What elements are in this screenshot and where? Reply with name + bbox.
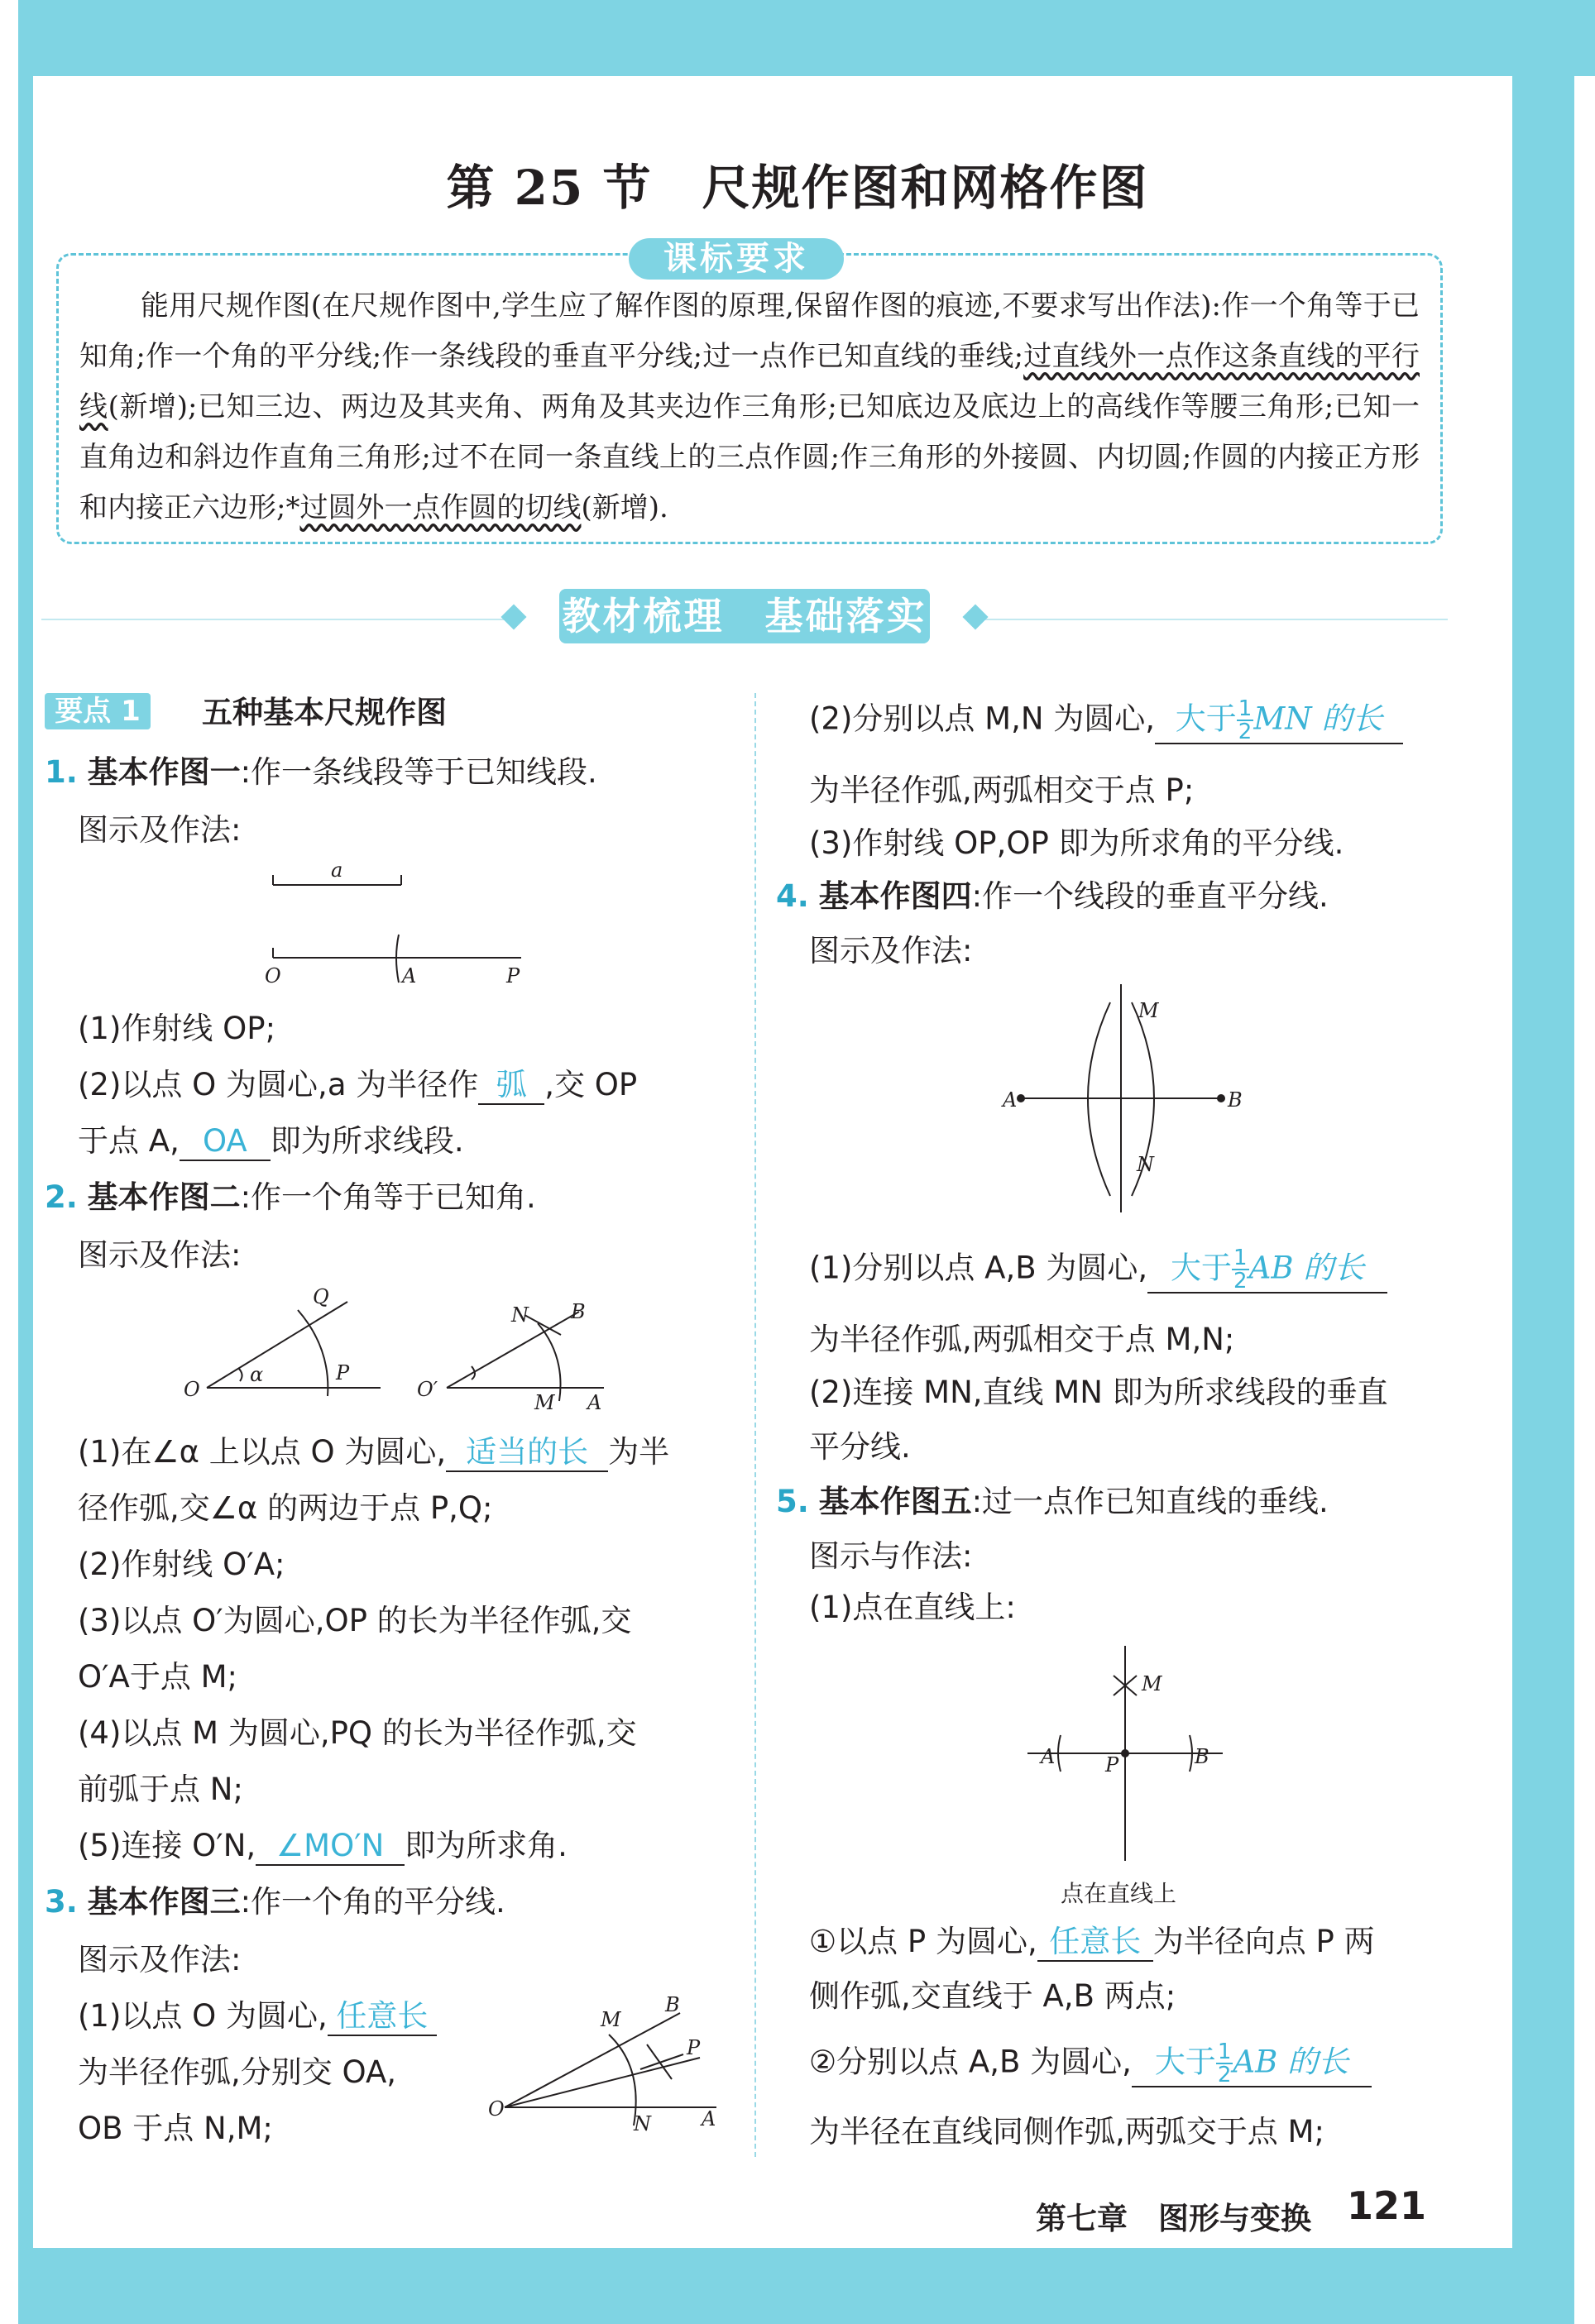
c2-step-4b: 前弧于点 N;	[78, 1772, 243, 1807]
c4-label-B: B	[1228, 1088, 1243, 1112]
c5-label-A: A	[1041, 1745, 1056, 1768]
c1-step-2b: ,交 OP	[544, 1067, 638, 1102]
c3-step-1-answer: 任意长	[328, 1998, 437, 2036]
c5-step-1-answer: 任意长	[1037, 1924, 1153, 1962]
c2-step-3a: (3)以点 O′为圆心,OP 的长为半径作弧,交	[78, 1603, 632, 1638]
c1-step-2a: (2)以点 O 为圆心,a 为半径作	[78, 1067, 479, 1102]
c3-step-2-answer-b: MN 的长	[1253, 701, 1383, 737]
c3-step-1b: 为半径作弧,分别交 OA,	[78, 2054, 397, 2090]
c3-fig-label: 图示及作法:	[78, 1942, 242, 1977]
c5-head: 基本作图五	[818, 1484, 972, 1519]
c5-step-1	[809, 1924, 1375, 1962]
c1-step-3-answer: OA	[180, 1123, 271, 1161]
c5-fig-caption: 点在直线上	[1061, 1880, 1177, 1907]
c2-label-A: A	[587, 1391, 602, 1414]
c4-label-N: N	[1137, 1153, 1154, 1176]
c2-step-4a: (4)以点 M 为圆心,PQ 的长为半径作弧,交	[78, 1715, 637, 1751]
c5-step-2-answer	[1132, 2041, 1372, 2087]
c5-figure	[1018, 1638, 1233, 1877]
c2-step-1b: 为半	[608, 1434, 670, 1470]
req-wavy-1: 过直线外一点作这条直线的平行线	[79, 340, 1420, 423]
c2-step-5	[78, 1828, 568, 1866]
c3-step-2a: (2)分别以点 M,N 为圆心,	[809, 701, 1156, 737]
c2-desc: :作一个角等于已知角.	[240, 1179, 536, 1215]
c3-label-P: P	[687, 2036, 701, 2059]
c4-step-1-answer-a: 大于	[1171, 1250, 1233, 1286]
c3-label-B: B	[665, 1993, 680, 2016]
c1-label-A: A	[402, 964, 417, 987]
page-border-right	[1512, 0, 1574, 2324]
keypoint-tag: 要点 1	[45, 693, 151, 729]
c3-step-2-answer	[1155, 698, 1403, 744]
c3-label-A: A	[702, 2107, 716, 2130]
c2-step-1	[78, 1434, 669, 1472]
c2-step-1a: (1)在∠α 上以点 O 为圆心,	[78, 1434, 447, 1470]
c3-step-1a: (1)以点 O 为圆心,	[78, 1998, 328, 2034]
c3-frac-num: 1	[1238, 696, 1253, 721]
c4-heading	[776, 878, 1329, 915]
c1-head: 基本作图一	[87, 754, 241, 790]
c4-num: 4.	[776, 878, 809, 914]
c5-step-1b: 为半径向点 P 两	[1152, 1924, 1375, 1959]
c2-label-Q: Q	[313, 1285, 329, 1308]
c1-step-2	[78, 1067, 637, 1105]
keypoint-title: 五种基本尺规作图	[202, 695, 447, 730]
c4-frac-num: 1	[1233, 1246, 1248, 1270]
c5-step-2-answer-a: 大于	[1154, 2044, 1216, 2080]
c3-figure	[485, 1993, 733, 2134]
c4-label-A: A	[1003, 1088, 1018, 1112]
c4-desc: :作一个线段的垂直平分线.	[971, 878, 1329, 914]
c4-step-1a: (1)分别以点 A,B 为圆心,	[809, 1250, 1148, 1286]
c1-label-O: O	[265, 964, 281, 987]
c4-step-2a: (2)连接 MN,直线 MN 即为所求线段的垂直	[809, 1375, 1388, 1410]
c2-step-5b: 即为所求角.	[405, 1828, 568, 1863]
page-number: 121	[1347, 2183, 1427, 2228]
c3-label-M: M	[601, 2008, 621, 2031]
c2-step-5-answer: ∠MO′N	[256, 1828, 405, 1866]
c1-figure	[248, 852, 546, 992]
c2-figure	[174, 1282, 637, 1414]
c5-step-2b: 为半径在直线同侧作弧,两弧交于点 M;	[809, 2114, 1324, 2149]
c3-step-2-fraction	[1237, 698, 1254, 743]
c2-step-5a: (5)连接 O′N,	[78, 1828, 256, 1863]
page-border-top	[0, 0, 1595, 76]
c5-step-2-answer-b: AB 的长	[1233, 2044, 1349, 2080]
c5-step-2	[809, 2041, 1372, 2087]
c3-step-2b: 为半径作弧,两弧相交于点 P;	[809, 772, 1195, 808]
requirements-tag: 课标要求	[629, 238, 844, 280]
c2-label-M: M	[534, 1391, 555, 1414]
c4-step-1-fraction	[1232, 1247, 1249, 1292]
c1-heading	[45, 754, 597, 791]
c5-frac-num: 1	[1217, 2039, 1232, 2064]
c5-num: 5.	[776, 1484, 809, 1519]
c4-figure	[993, 979, 1257, 1219]
c2-label-B: B	[571, 1300, 586, 1323]
column-divider	[754, 693, 756, 2157]
c3-heading	[45, 1884, 505, 1920]
c2-step-3b: O′A于点 M;	[78, 1659, 237, 1695]
c1-num: 1.	[45, 754, 78, 790]
c4-step-2b: 平分线.	[809, 1429, 911, 1465]
c2-step-2: (2)作射线 O′A;	[78, 1547, 285, 1582]
c5-label-P: P	[1105, 1753, 1119, 1776]
section-line-left	[41, 619, 505, 620]
c1-label-a: a	[331, 858, 343, 882]
c5-frac-den: 2	[1217, 2063, 1232, 2087]
c1-step-3b: 即为所求线段.	[270, 1123, 464, 1159]
c4-head: 基本作图四	[818, 878, 972, 914]
c4-frac-den: 2	[1233, 1269, 1248, 1294]
page-title: 第 25 节 尺规作图和网格作图	[446, 160, 1149, 216]
c2-step-1c: 径作弧,交∠α 的两边于点 P,Q;	[78, 1490, 493, 1526]
c2-num: 2.	[45, 1179, 78, 1215]
c1-step-1: (1)作射线 OP;	[78, 1011, 276, 1046]
c5-heading	[776, 1484, 1329, 1520]
c5-desc: :过一点作已知直线的垂线.	[971, 1484, 1329, 1519]
c2-label-P: P	[336, 1361, 350, 1384]
c4-step-1	[809, 1247, 1387, 1294]
c2-label-N: N	[511, 1303, 529, 1327]
c4-step-1-answer-b: AB 的长	[1248, 1250, 1365, 1286]
req-text-2: (新增);已知三边、两边及其夹角、两角及其夹边作三角形;已知底边及底边上的高线作等腰三角形;已知一直角边和斜边作直角三角形;过不在同一条直线上的三点作圆;作三角形的外接圆、内切圆;作圆的内接正方形和内接正六边形;*	[79, 390, 1420, 524]
c3-step-1	[78, 1998, 437, 2036]
c4-step-1-answer	[1147, 1247, 1387, 1294]
c2-label-O: O	[184, 1378, 200, 1401]
c5-step-2a: ②分别以点 A,B 为圆心,	[809, 2044, 1132, 2080]
c5-label-M: M	[1142, 1672, 1162, 1695]
c3-step-3: (3)作射线 OP,OP 即为所求角的平分线.	[809, 825, 1344, 861]
c1-step-3a: 于点 A,	[78, 1123, 180, 1159]
section-line-right	[984, 619, 1448, 620]
req-text-1: 能用尺规作图(在尺规作图中,学生应了解作图的原理,保留作图的痕迹,不要求写出作法):作一个角等于已知角;作一个角的平分线;作一条线段的垂直平分线;过一点作已知直线的垂线;	[79, 289, 1420, 373]
c3-step-1c: OB 于点 N,M;	[78, 2111, 273, 2146]
c2-label-Oprime: O′	[417, 1378, 438, 1401]
c3-step-2	[809, 698, 1403, 744]
c3-frac-den: 2	[1238, 720, 1253, 744]
c4-label-M: M	[1138, 999, 1159, 1022]
c5-step-2-fraction	[1216, 2041, 1233, 2086]
c2-fig-label: 图示及作法:	[78, 1237, 242, 1273]
c2-step-1-answer: 适当的长	[446, 1434, 608, 1472]
c3-step-2-answer-a: 大于	[1175, 701, 1237, 737]
c4-fig-label: 图示及作法:	[809, 933, 973, 968]
c1-label-P: P	[506, 964, 520, 987]
c3-desc: :作一个角的平分线.	[240, 1884, 505, 1920]
c3-head: 基本作图三	[87, 1884, 241, 1920]
c3-num: 3.	[45, 1884, 78, 1920]
c5-case-1: (1)点在直线上:	[809, 1590, 1016, 1625]
c3-label-O: O	[488, 2097, 505, 2121]
req-wavy-2: 过圆外一点作圆的切线	[299, 491, 582, 524]
req-text-3: (新增).	[581, 491, 668, 524]
page-margin-left	[0, 0, 18, 2324]
c5-label-B: B	[1195, 1745, 1209, 1768]
page-border-left	[18, 0, 33, 2324]
c1-fig-label: 图示及作法:	[78, 812, 242, 848]
c1-step-3	[78, 1123, 464, 1161]
c2-head: 基本作图二	[87, 1179, 241, 1215]
c3-label-N: N	[634, 2112, 651, 2134]
section-tag: 教材梳理 基础落实	[559, 589, 930, 643]
c2-label-alpha: α	[250, 1363, 264, 1386]
c4-step-1b: 为半径作弧,两弧相交于点 M,N;	[809, 1322, 1235, 1357]
c1-desc: :作一条线段等于已知线段.	[240, 754, 597, 790]
c5-fig-label: 图示与作法:	[809, 1538, 973, 1574]
footer-chapter: 第七章 图形与变换	[1036, 2201, 1311, 2236]
page-border-bottom	[18, 2248, 1574, 2324]
requirements-text	[79, 281, 1420, 533]
c2-heading	[45, 1179, 536, 1216]
c5-step-1a: ①以点 P 为圆心,	[809, 1924, 1037, 1959]
c1-step-2-answer: 弧	[478, 1067, 544, 1105]
c5-step-1c: 侧作弧,交直线于 A,B 两点;	[809, 1978, 1176, 2014]
